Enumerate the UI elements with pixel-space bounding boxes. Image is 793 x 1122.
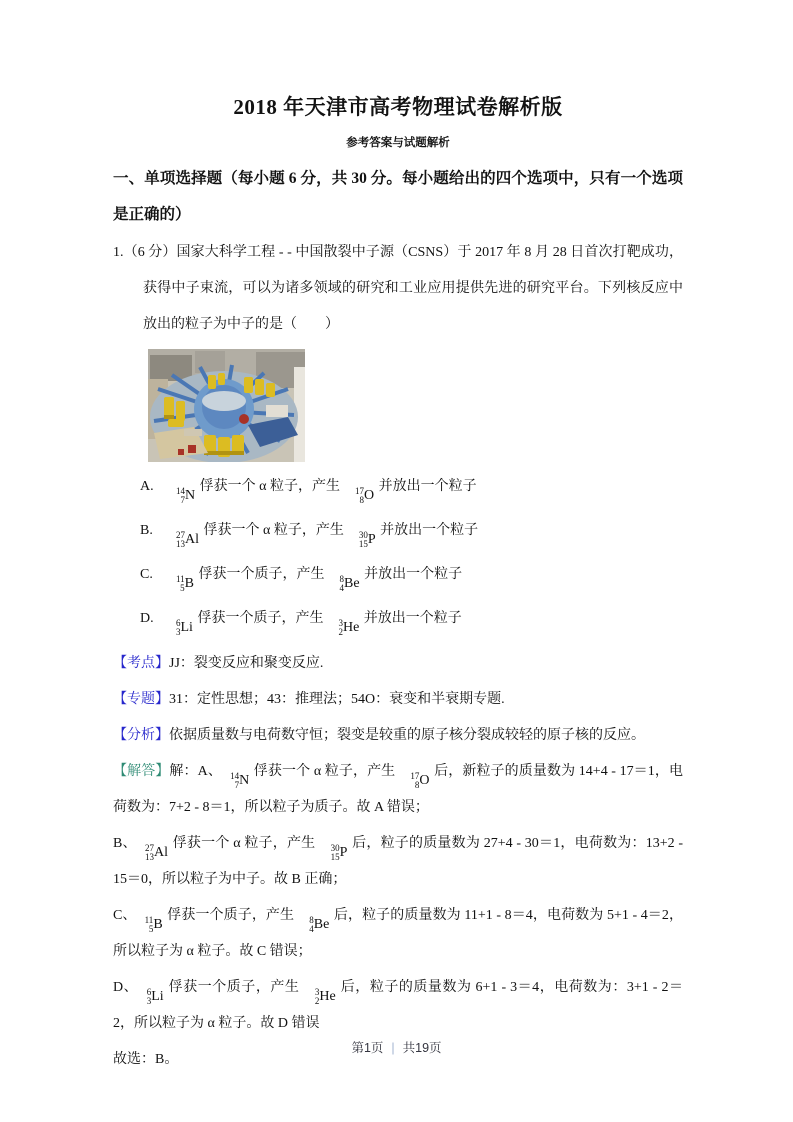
question-photo: [148, 349, 305, 462]
nuclide-B: [145, 916, 163, 933]
text-run: 解：A、: [169, 764, 230, 779]
text-run: 俘获一个质子，产生: [164, 980, 314, 995]
nuclide-symbol: P: [367, 531, 376, 547]
fenxi-paragraph: [113, 718, 683, 754]
nuclide-symbol: N: [185, 487, 196, 503]
option-row: [140, 558, 683, 592]
page-footer: [0, 1038, 793, 1056]
nuclide-numbers: 27 13: [144, 843, 154, 862]
nuclide-symbol: He: [342, 619, 360, 635]
nuclide-symbol: Be: [313, 916, 330, 932]
nuclide-numbers: 17 8: [410, 771, 420, 790]
nuclide-numbers: 8 4: [339, 574, 345, 593]
nuclide-symbol: O: [419, 772, 430, 788]
nuclide-numbers: 17 8: [354, 486, 364, 505]
text-run: 俘获一个 α 粒子，产生: [196, 479, 354, 494]
nuclide-Be: [340, 575, 360, 592]
zhuanti-paragraph: [113, 682, 683, 718]
option-row: [140, 470, 683, 504]
nuclide-symbol: Be: [344, 575, 360, 591]
nuclide-numbers: 27 13: [176, 530, 185, 549]
nuclide-Li: [176, 619, 193, 636]
section-tag: 【分析】: [113, 728, 169, 743]
nuclide-symbol: P: [339, 844, 348, 860]
text-run: 依据质量数与电荷数守恒；裂变是较重的原子核分裂成较轻的原子核的反应。: [169, 728, 645, 743]
nuclide-Be: [309, 916, 329, 933]
nuclide-symbol: He: [319, 988, 336, 1004]
nuclide-symbol: B: [153, 916, 163, 932]
option-label: B.: [140, 523, 153, 538]
nuclide-numbers: 11 5: [176, 574, 185, 593]
nuclide-symbol: Al: [153, 844, 168, 860]
nuclide-symbol: B: [184, 575, 195, 591]
nuclide-symbol: Li: [180, 619, 193, 635]
nuclide-numbers: 3 2: [338, 618, 343, 637]
option-label: C.: [140, 567, 153, 582]
jieda-paragraph-d: [113, 970, 683, 1042]
option-text: [175, 470, 683, 504]
nuclide-symbol: O: [363, 487, 375, 503]
section-tag: 【考点】: [113, 656, 169, 671]
document-title: 2018 年天津市高考物理试卷解析版: [233, 95, 563, 119]
nuclide-Al: [176, 531, 199, 548]
text-run: 俘获一个 α 粒子，产生: [168, 836, 330, 851]
text-run: 并放出一个粒子: [360, 567, 463, 582]
text-run: 俘获一个 α 粒子，产生: [250, 764, 410, 779]
text-run: D、: [113, 980, 146, 995]
section-tag: 【专题】: [113, 692, 169, 707]
nuclide-numbers: 11 5: [144, 915, 154, 934]
text-run: 故选：B。: [113, 1052, 179, 1067]
option-label: A.: [140, 479, 154, 494]
option-text: [175, 558, 683, 592]
text-run: 俘获一个 α 粒子，产生: [200, 523, 358, 538]
nuclide-numbers: 6 3: [176, 618, 181, 637]
nuclide-Al: [145, 844, 168, 861]
option-row: [140, 514, 683, 548]
analysis-sections: [113, 646, 683, 1078]
page-number: 第1页: [351, 1041, 384, 1055]
options-list: [140, 470, 683, 636]
nuclide-symbol: Al: [185, 531, 199, 547]
jieda-paragraph-c: [113, 898, 683, 970]
text-run: 后，粒子的质量数为 27+4 - 30＝1，电荷数为：13+2 - 15＝0，所以粒子为中子。故 B 正确；: [113, 836, 683, 887]
nuclide-numbers: 6 3: [146, 987, 152, 1006]
nuclide-P: [331, 844, 348, 861]
nuclide-N: [230, 772, 249, 789]
text-run: JJ：裂变反应和聚变反应.: [169, 656, 324, 671]
nuclide-N: [176, 487, 195, 504]
nuclide-Li: [147, 988, 164, 1005]
text-run: 俘获一个质子，产生: [193, 611, 338, 626]
jieda-paragraph-b: [113, 826, 683, 898]
nuclide-numbers: 30 15: [358, 530, 368, 549]
document-subtitle: 参考答案与试题解析: [346, 137, 450, 149]
nuclide-He: [338, 619, 359, 636]
csns-facility-illustration: [148, 349, 305, 462]
nuclide-B: [176, 575, 194, 592]
nuclide-numbers: 14 7: [176, 486, 185, 505]
nuclide-symbol: N: [239, 772, 250, 788]
text-run: 后，粒子的质量数为 11+1 - 8＝4，电荷数为 5+1 - 4＝2，所以粒子为 α 粒子。故 C 错误；: [113, 908, 684, 959]
jieda-paragraph-a: [113, 754, 683, 826]
text-run: C、: [113, 908, 144, 923]
nuclide-He: [315, 988, 336, 1005]
text-run: 后，粒子的质量数为 6+1 - 3＝4，电荷数为：3+1 - 2＝2，所以粒子为 α 粒子。故 D 错误: [113, 980, 683, 1031]
text-run: B、: [113, 836, 144, 851]
kaodian-paragraph: [113, 646, 683, 682]
footer-separator: |: [391, 1041, 395, 1055]
text-run: 俘获一个质子，产生: [195, 567, 339, 582]
option-label: D.: [140, 611, 154, 626]
nuclide-numbers: 8 4: [309, 915, 314, 934]
text-run: 31：定性思想；43：推理法；54O：衰变和半衰期专题.: [169, 692, 505, 707]
nuclide-O: [355, 487, 374, 504]
option-text: [175, 514, 683, 548]
option-row: [140, 602, 683, 636]
text-run: 后，新粒子的质量数为 14+4 - 17＝1，电荷数为：7+2 - 8＝1，所以粒子为质子。故 A 错误；: [113, 764, 683, 815]
text-run: 并放出一个粒子: [376, 523, 479, 538]
question-intro: 1.（6 分）国家大科学工程 - - 中国散裂中子源（CSNS）于 2017 年 8 月 28 日首次打靶成功，获得中子束流，可以为诸多领域的研究和工业应用提供先进的研究平台。下列核反应中放出的粒子为中子的是（ ）: [113, 245, 683, 332]
section-heading: 一、单项选择题（每小题 6 分，共 30 分。每小题给出的四个选项中，只有一个选项是正确的）: [113, 170, 683, 223]
text-run: 并放出一个粒子: [360, 611, 462, 626]
nuclide-O: [410, 772, 429, 789]
nuclide-numbers: 3 2: [314, 987, 320, 1006]
text-run: 并放出一个粒子: [375, 479, 477, 494]
nuclide-numbers: 14 7: [230, 771, 240, 790]
nuclide-symbol: Li: [151, 988, 164, 1004]
total-pages: 共19页: [402, 1041, 442, 1055]
text-run: 俘获一个质子，产生: [163, 908, 309, 923]
nuclide-P: [359, 531, 376, 548]
section-tag: 【解答】: [113, 764, 170, 779]
option-text: [175, 602, 683, 636]
nuclide-numbers: 30 15: [330, 843, 340, 862]
